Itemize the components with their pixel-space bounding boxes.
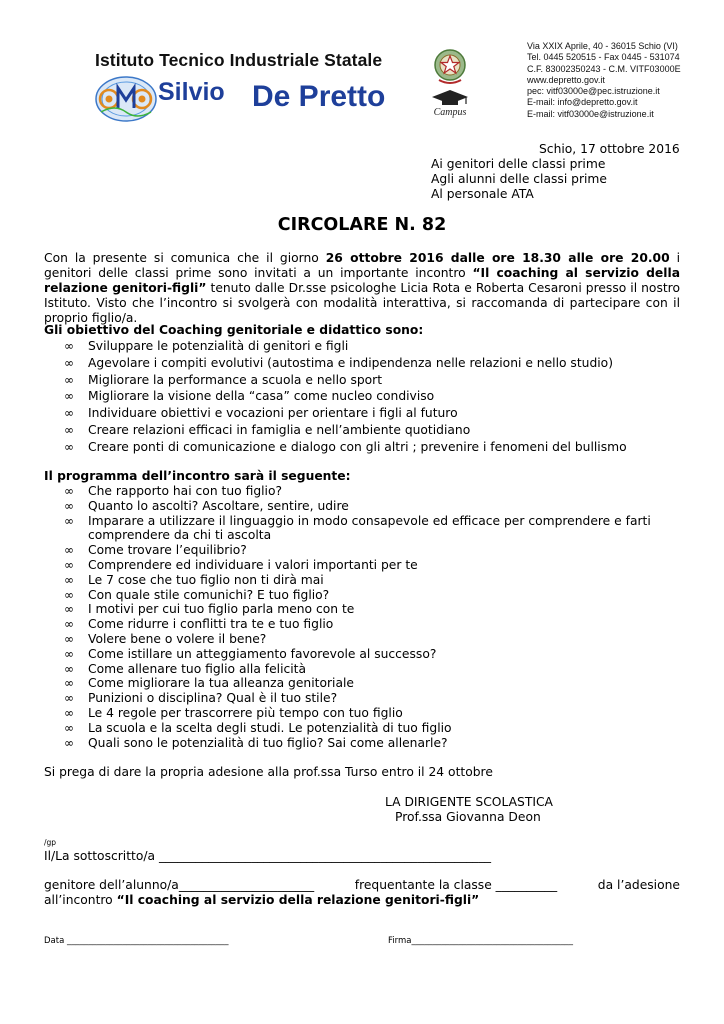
bullet-infinity-icon: ∞ <box>64 661 74 676</box>
list-item-text: Creare relazioni efficaci in famiglia e nell’ambiente quotidiano <box>88 422 471 437</box>
contact-email-info[interactable]: E-mail: info@depretto.gov.it <box>527 97 638 108</box>
objectives-heading: Gli obiettivo del Coaching genitoriale e didattico sono: <box>44 323 424 337</box>
bullet-infinity-icon: ∞ <box>64 557 74 572</box>
bullet-infinity-icon: ∞ <box>64 691 74 706</box>
campus-logo-icon <box>428 88 472 120</box>
list-item-text: Volere bene o volere il bene? <box>88 631 267 646</box>
list-item <box>44 602 684 617</box>
list-item-text: Creare ponti di comunicazione e dialogo con gli altri ; prevenire i fenomeni del bullismo <box>88 439 627 454</box>
intro-text-1: Con la presente si comunica che il giorno <box>44 251 326 265</box>
contact-address: Via XXIX Aprile, 40 - 36015 Schio (VI) <box>527 41 678 51</box>
list-item-text: Imparare a utilizzare il linguaggio in modo consapevole ed efficace per comprendere e farti comprendere da chi ti ascolta <box>88 513 651 543</box>
list-item <box>44 706 684 721</box>
list-item <box>44 588 684 603</box>
list-item <box>44 372 684 389</box>
form-student-line <box>44 878 680 893</box>
list-item <box>44 721 684 736</box>
bullet-infinity-icon: ∞ <box>64 720 74 735</box>
list-item-text: Quanto lo ascolti? Ascoltare, sentire, udire <box>88 498 349 513</box>
list-item-text: Le 7 cose che tuo figlio non ti dirà mai <box>88 572 324 587</box>
list-item <box>44 736 684 751</box>
list-item <box>44 662 684 677</box>
list-item <box>44 439 684 456</box>
form-event-prefix: all’incontro <box>44 893 117 907</box>
list-item-text: Agevolare i compiti evolutivi (autostima e indipendenza nelle relazioni e nello studio) <box>88 355 613 370</box>
list-item <box>44 338 684 355</box>
bullet-infinity-icon: ∞ <box>64 513 74 528</box>
list-item-text: Come migliorare la tua alleanza genitoriale <box>88 676 354 691</box>
bullet-infinity-icon: ∞ <box>64 735 74 750</box>
list-item <box>44 499 684 514</box>
contact-email-institutional[interactable]: E-mail: vitf03000e@istruzione.it <box>527 108 654 119</box>
list-item-text: Individuare obiettivi e vocazioni per orientare i figli al futuro <box>88 406 458 421</box>
bullet-infinity-icon: ∞ <box>64 339 74 353</box>
signature-field[interactable]: Firma______________________________________ <box>388 936 573 946</box>
list-item <box>44 422 684 439</box>
intro-text-3: tenuto dalle Dr.sse psicologhe Licia Rota e Roberta Cesaroni presso il nostro Istituto. Visto che l’incontro si svolgerà con modalità interattiva, si raccomanda di partecipare con il proprio figlio/a. <box>44 281 680 325</box>
school-logo-icon <box>95 74 157 122</box>
campus-label: Campus <box>433 107 467 118</box>
bullet-infinity-icon: ∞ <box>64 602 74 617</box>
signer-name: Prof.ssa Giovanna Deon <box>395 810 541 824</box>
document-reference: /gp <box>44 838 57 847</box>
list-item-text: Le 4 regole per trascorrere più tempo con tuo figlio <box>88 705 403 720</box>
list-item <box>44 617 684 632</box>
recipients <box>431 157 607 202</box>
list-item-text: Come allenare tuo figlio alla felicità <box>88 661 307 676</box>
program-heading: Il programma dell’incontro sarà il seguente: <box>44 469 351 483</box>
intro-text-2: i genitori delle classi prime sono invitati a un importante incontro <box>44 251 681 280</box>
list-item-text: Punizioni o disciplina? Qual è il tuo stile? <box>88 691 338 706</box>
recipient-parents: Ai genitori delle classi prime <box>431 157 606 171</box>
list-item-text: Migliorare la visione della “casa” come nucleo condiviso <box>88 389 435 404</box>
contact-tax-code: C.F. 83002350243 - C.M. VITF03000E <box>527 63 681 74</box>
list-item <box>44 514 684 544</box>
bullet-infinity-icon: ∞ <box>64 572 74 587</box>
bullet-infinity-icon: ∞ <box>64 372 74 387</box>
bullet-infinity-icon: ∞ <box>64 439 74 454</box>
list-item-text: Con quale stile comunichi? E tuo figlio? <box>88 587 330 602</box>
bullet-infinity-icon: ∞ <box>64 705 74 720</box>
school-name-first: Silvio <box>158 78 225 106</box>
circular-title: CIRCOLARE N. 82 <box>277 215 447 235</box>
list-item <box>44 632 684 647</box>
list-item-text: La scuola e la scelta degli studi. Le potenzialità di tuo figlio <box>88 720 452 735</box>
list-item <box>44 388 684 405</box>
school-type: Istituto Tecnico Industriale Statale <box>95 50 383 70</box>
list-item-text: Sviluppare le potenzialità di genitori e figli <box>88 339 349 353</box>
adhesion-note: Si prega di dare la propria adesione alla prof.ssa Turso entro il 24 ottobre <box>44 765 493 779</box>
bullet-infinity-icon: ∞ <box>64 355 74 370</box>
bullet-infinity-icon: ∞ <box>64 617 74 632</box>
list-item-text: Come istillare un atteggiamento favorevole al successo? <box>88 646 437 661</box>
form-event-line <box>44 893 479 908</box>
objectives-list <box>44 338 684 456</box>
list-item-text: Migliorare la performance a scuola e nello sport <box>88 372 383 387</box>
list-item <box>44 691 684 706</box>
contact-phone: Tel. 0445 520515 - Fax 0445 - 531074 <box>527 52 680 63</box>
list-item <box>44 484 684 499</box>
contact-website[interactable]: www.depretto.gov.it <box>527 74 605 85</box>
bullet-infinity-icon: ∞ <box>64 676 74 691</box>
bullet-infinity-icon: ∞ <box>64 498 74 513</box>
recipient-students: Agli alunni delle classi prime <box>431 172 607 186</box>
bullet-infinity-icon: ∞ <box>64 543 74 558</box>
list-item <box>44 543 684 558</box>
program-list <box>44 484 684 750</box>
list-item <box>44 405 684 422</box>
bullet-infinity-icon: ∞ <box>64 587 74 602</box>
form-event-title: “Il coaching al servizio della relazione genitori-figli” <box>116 893 480 907</box>
signer-role: LA DIRIGENTE SCOLASTICA <box>385 795 553 809</box>
list-item-text: Come ridurre i conflitti tra te e tuo figlio <box>88 617 334 632</box>
list-item-text: Come trovare l’equilibrio? <box>88 543 247 558</box>
list-item-text: I motivi per cui tuo figlio parla meno con te <box>88 602 355 617</box>
list-item <box>44 647 684 662</box>
italian-republic-emblem-icon <box>431 46 469 86</box>
list-item <box>44 573 684 588</box>
contact-pec[interactable]: pec: vitf03000e@pec.istruzione.it <box>527 86 660 97</box>
list-item-text: Quali sono le potenzialità di tuo figlio? Sai come allenarle? <box>88 735 448 750</box>
form-name-line[interactable]: Il/La sottoscritto/a ______________________________________________________ <box>44 849 491 863</box>
bullet-infinity-icon: ∞ <box>64 389 74 404</box>
school-contacts <box>527 41 722 120</box>
form-student-field[interactable]: genitore dell’alunno/a______________________ <box>44 878 315 892</box>
intro-paragraph <box>44 251 680 326</box>
recipient-staff: Al personale ATA <box>431 187 534 201</box>
bullet-infinity-icon: ∞ <box>64 631 74 646</box>
bullet-infinity-icon: ∞ <box>64 406 74 421</box>
place-date: Schio, 17 ottobre 2016 <box>539 142 680 156</box>
list-item-text: Che rapporto hai con tuo figlio? <box>88 484 283 498</box>
list-item <box>44 558 684 573</box>
school-name-last: De Pretto <box>252 80 386 113</box>
list-item <box>44 355 684 372</box>
bullet-infinity-icon: ∞ <box>64 484 74 498</box>
bullet-infinity-icon: ∞ <box>64 646 74 661</box>
meeting-datetime: 26 ottobre 2016 dalle ore 18.30 alle ore 20.00 <box>325 251 670 265</box>
bullet-infinity-icon: ∞ <box>64 422 74 437</box>
list-item <box>44 676 684 691</box>
list-item-text: Comprendere ed individuare i valori importanti per te <box>88 557 418 572</box>
meeting-title: “Il coaching al servizio della relazione genitori-figli” <box>44 266 680 295</box>
form-class-field[interactable]: frequentante la classe __________ <box>354 878 558 892</box>
date-field[interactable]: Data ______________________________________ <box>44 936 229 946</box>
form-adhesion-text: da l’adesione <box>597 878 680 892</box>
